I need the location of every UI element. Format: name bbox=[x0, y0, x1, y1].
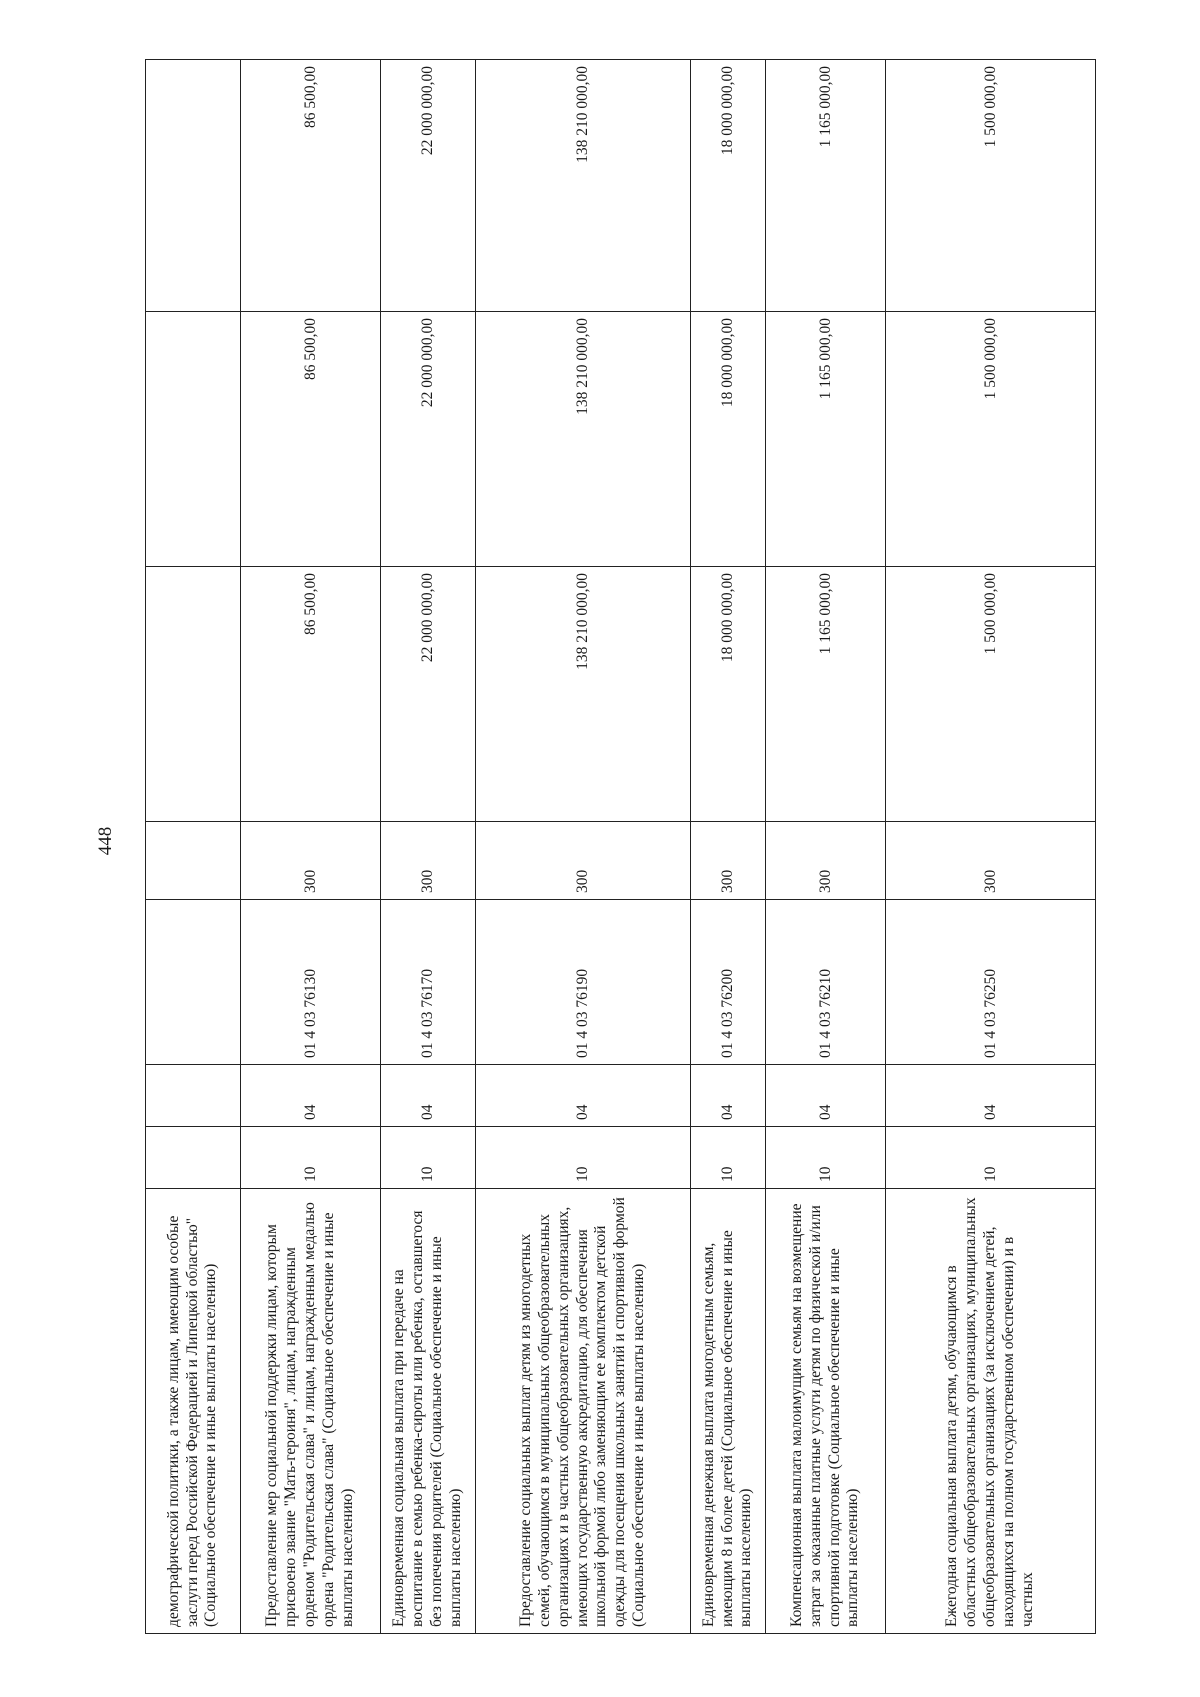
amount-3: 22 000 000,00 bbox=[381, 60, 476, 312]
amount-3: 1 165 000,00 bbox=[766, 60, 886, 312]
amount-1: 1 500 000,00 bbox=[886, 567, 1096, 822]
expense-type-code: 300 bbox=[766, 822, 886, 900]
subsection-code: 04 bbox=[766, 1065, 886, 1127]
amount-2: 22 000 000,00 bbox=[381, 312, 476, 567]
subsection-code: 04 bbox=[886, 1065, 1096, 1127]
amount-2: 138 210 000,00 bbox=[476, 312, 691, 567]
target-article-code: 01 4 03 76250 bbox=[886, 900, 1096, 1065]
target-article-code: 01 4 03 76210 bbox=[766, 900, 886, 1065]
table-row bbox=[476, 60, 691, 1634]
amount-3 bbox=[146, 60, 241, 312]
row-description: Единовременная денежная выплата многодетным семьям, имеющим 8 и более детей (Социальное обеспечение и иные выплаты населению) bbox=[691, 1189, 766, 1634]
amount-2: 1 165 000,00 bbox=[766, 312, 886, 567]
table-row bbox=[146, 60, 241, 1634]
amount-2: 1 500 000,00 bbox=[886, 312, 1096, 567]
budget-table-container bbox=[145, 60, 1095, 1634]
row-description: демографической политики, а также лицам, имеющим особые заслуги перед Российской Федерацией и Липецкой областью" (Социальное обеспечение и иные выплаты населению) bbox=[146, 1189, 241, 1634]
expense-type-code: 300 bbox=[476, 822, 691, 900]
amount-1: 22 000 000,00 bbox=[381, 567, 476, 822]
table-row bbox=[691, 60, 766, 1634]
subsection-code: 04 bbox=[381, 1065, 476, 1127]
row-description: Предоставление социальных выплат детям из многодетных семей, обучающимся в муниципальных общеобразовательных организациях и в частных общеобразовательных организациях, имеющих государственную аккредитацию, для обеспечения школьной формой либо заменяющим ее комплектом детской одежды для посещения школьных занятий и спортивной формой (Социальное обеспечение и иные выплаты населению) bbox=[476, 1189, 691, 1634]
amount-1: 138 210 000,00 bbox=[476, 567, 691, 822]
subsection-code: 04 bbox=[241, 1065, 381, 1127]
target-article-code: 01 4 03 76170 bbox=[381, 900, 476, 1065]
section-code: 10 bbox=[886, 1127, 1096, 1189]
expense-type-code: 300 bbox=[691, 822, 766, 900]
amount-1: 1 165 000,00 bbox=[766, 567, 886, 822]
amount-1: 18 000 000,00 bbox=[691, 567, 766, 822]
section-code: 10 bbox=[691, 1127, 766, 1189]
subsection-code: 04 bbox=[691, 1065, 766, 1127]
section-code: 10 bbox=[241, 1127, 381, 1189]
amount-1 bbox=[146, 567, 241, 822]
row-description: Единовременная социальная выплата при передаче на воспитание в семью ребенка-сироты или ребенка, оставшегося без попечения родителей (Социальное обеспечение и иные выплаты населению) bbox=[381, 1189, 476, 1634]
section-code: 10 bbox=[381, 1127, 476, 1189]
target-article-code: 01 4 03 76190 bbox=[476, 900, 691, 1065]
row-description: Ежегодная социальная выплата детям, обучающимся в областных общеобразовательных организациях, муниципальных общеобразовательных организациях (за исключением детей, находящихся на полном государственном обеспечении) и в частных bbox=[886, 1189, 1096, 1634]
section-code: 10 bbox=[476, 1127, 691, 1189]
table-row bbox=[241, 60, 381, 1634]
section-code: 10 bbox=[766, 1127, 886, 1189]
amount-2: 86 500,00 bbox=[241, 312, 381, 567]
expense-type-code: 300 bbox=[886, 822, 1096, 900]
row-description: Предоставление мер социальной поддержки лицам, которым присвоено звание "Мать-героиня", лицам, награжденным орденом "Родительская слава" и лицам, награжденным медалью ордена "Родительская слава" (Социальное обеспечение и иные выплаты населению) bbox=[241, 1189, 381, 1634]
table-row bbox=[381, 60, 476, 1634]
budget-table bbox=[145, 59, 1096, 1634]
table-row bbox=[766, 60, 886, 1634]
expense-type-code bbox=[146, 822, 241, 900]
target-article-code: 01 4 03 76200 bbox=[691, 900, 766, 1065]
target-article-code bbox=[146, 900, 241, 1065]
target-article-code: 01 4 03 76130 bbox=[241, 900, 381, 1065]
amount-2: 18 000 000,00 bbox=[691, 312, 766, 567]
amount-3: 86 500,00 bbox=[241, 60, 381, 312]
section-code bbox=[146, 1127, 241, 1189]
amount-1: 86 500,00 bbox=[241, 567, 381, 822]
amount-3: 138 210 000,00 bbox=[476, 60, 691, 312]
row-description: Компенсационная выплата малоимущим семьям на возмещение затрат за оказанные платные услуги детям по физической и/или спортивной подготовке (Социальное обеспечение и иные выплаты населению) bbox=[766, 1189, 886, 1634]
subsection-code bbox=[146, 1065, 241, 1127]
subsection-code: 04 bbox=[476, 1065, 691, 1127]
expense-type-code: 300 bbox=[241, 822, 381, 900]
amount-3: 1 500 000,00 bbox=[886, 60, 1096, 312]
expense-type-code: 300 bbox=[381, 822, 476, 900]
page-number: 448 bbox=[95, 826, 116, 856]
amount-3: 18 000 000,00 bbox=[691, 60, 766, 312]
table-row bbox=[886, 60, 1096, 1634]
amount-2 bbox=[146, 312, 241, 567]
